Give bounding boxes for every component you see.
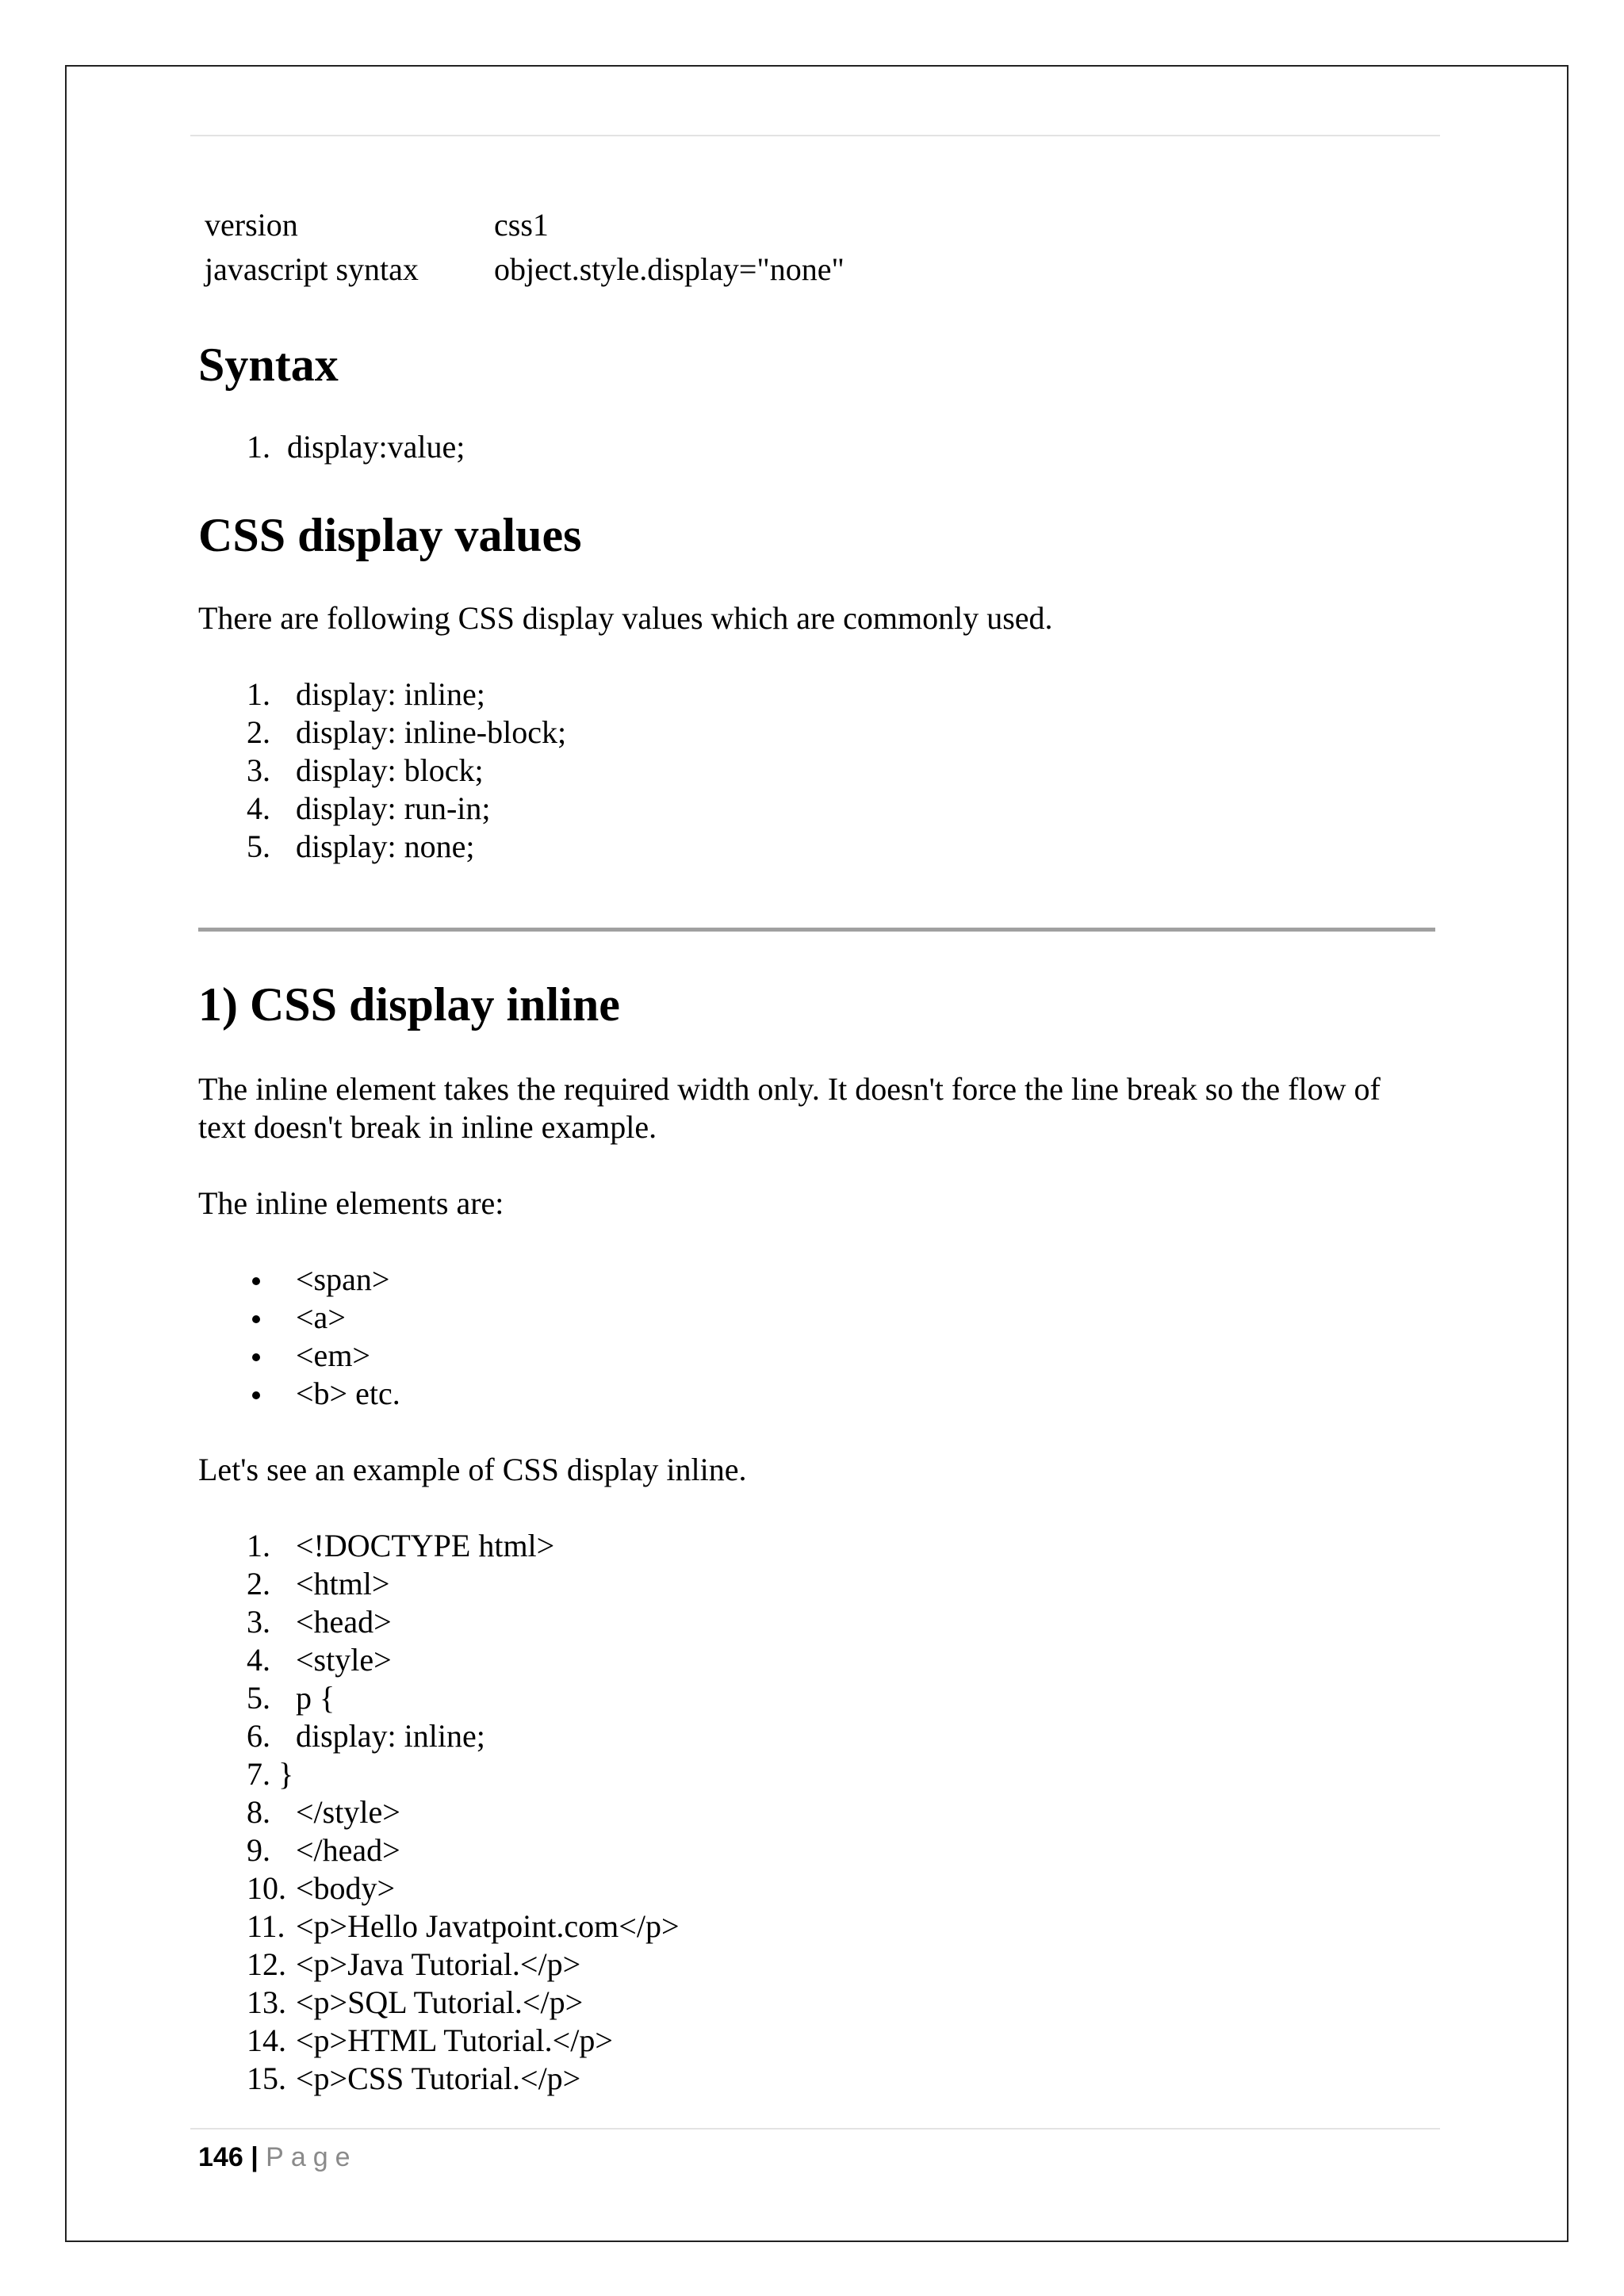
page-label: Page — [266, 2142, 358, 2172]
bullet-icon — [252, 1353, 260, 1361]
bullet-icon — [252, 1391, 260, 1399]
code-line: p { — [296, 1680, 335, 1716]
prop-name: javascript syntax — [205, 251, 419, 287]
list-number: 4. — [247, 790, 270, 826]
page-number: 146 — [198, 2142, 243, 2172]
code-line: <body> — [296, 1870, 396, 1906]
inline-elements-intro: The inline elements are: — [198, 1185, 504, 1221]
code-line: <p>CSS Tutorial.</p> — [296, 2061, 581, 2096]
code-line: <html> — [296, 1566, 390, 1601]
line-number: 13. — [247, 1984, 286, 2020]
list-number: 1. — [247, 676, 270, 712]
bullet-icon — [252, 1315, 260, 1323]
line-number: 9. — [247, 1832, 270, 1868]
code-line: <p>SQL Tutorial.</p> — [296, 1984, 584, 2020]
list-item: display: inline; — [296, 676, 485, 712]
code-line: <head> — [296, 1604, 392, 1640]
prop-value: object.style.display="none" — [494, 251, 845, 287]
list-number: 2. — [247, 714, 270, 750]
prop-name: version — [205, 207, 298, 243]
list-item: display: inline-block; — [296, 714, 567, 750]
example-intro: Let's see an example of CSS display inline. — [198, 1452, 747, 1487]
code-line: <!DOCTYPE html> — [296, 1528, 555, 1563]
footer-divider: | — [251, 2142, 259, 2172]
inline-heading: 1) CSS display inline — [198, 978, 620, 1031]
header-rule — [190, 135, 1440, 136]
prop-value: css1 — [494, 207, 549, 243]
code-line: display: inline; — [296, 1718, 485, 1754]
line-number: 12. — [247, 1946, 286, 1982]
syntax-item: display:value; — [287, 429, 465, 465]
inline-paragraph-line: text doesn't break in inline example. — [198, 1109, 657, 1145]
line-number: 8. — [247, 1794, 270, 1830]
code-line: <style> — [296, 1642, 392, 1678]
code-line: <p>HTML Tutorial.</p> — [296, 2022, 613, 2058]
line-number: 1. — [247, 1528, 270, 1563]
footer-rule — [190, 2128, 1440, 2130]
list-number: 1. — [247, 429, 270, 465]
line-number: 14. — [247, 2022, 286, 2058]
code-line: <p>Java Tutorial.</p> — [296, 1946, 581, 1982]
line-number: 4. — [247, 1642, 270, 1678]
values-intro: There are following CSS display values which are commonly used. — [198, 600, 1053, 636]
list-item: <span> — [296, 1261, 390, 1297]
list-number: 3. — [247, 752, 270, 788]
line-number: 2. — [247, 1566, 270, 1601]
syntax-heading: Syntax — [198, 339, 339, 391]
line-number: 11. — [247, 1908, 285, 1944]
line-number: 7. — [247, 1756, 270, 1792]
list-item: display: none; — [296, 828, 475, 864]
list-item: <b> etc. — [296, 1376, 400, 1411]
list-number: 5. — [247, 828, 270, 864]
code-line: </head> — [296, 1832, 400, 1868]
list-item: display: block; — [296, 752, 484, 788]
code-line: } — [278, 1756, 294, 1792]
page-footer — [198, 2141, 358, 2174]
list-item: <a> — [296, 1299, 346, 1335]
values-heading: CSS display values — [198, 509, 582, 561]
line-number: 6. — [247, 1718, 270, 1754]
bullet-icon — [252, 1277, 260, 1285]
list-item: <em> — [296, 1337, 370, 1373]
line-number: 5. — [247, 1680, 270, 1716]
line-number: 15. — [247, 2061, 286, 2096]
line-number: 10. — [247, 1870, 286, 1906]
code-line: </style> — [296, 1794, 400, 1830]
inline-paragraph-line: The inline element takes the required width only. It doesn't force the line break so the flow of — [198, 1071, 1381, 1107]
section-divider — [198, 928, 1435, 932]
line-number: 3. — [247, 1604, 270, 1640]
list-item: display: run-in; — [296, 790, 491, 826]
code-line: <p>Hello Javatpoint.com</p> — [296, 1908, 680, 1944]
